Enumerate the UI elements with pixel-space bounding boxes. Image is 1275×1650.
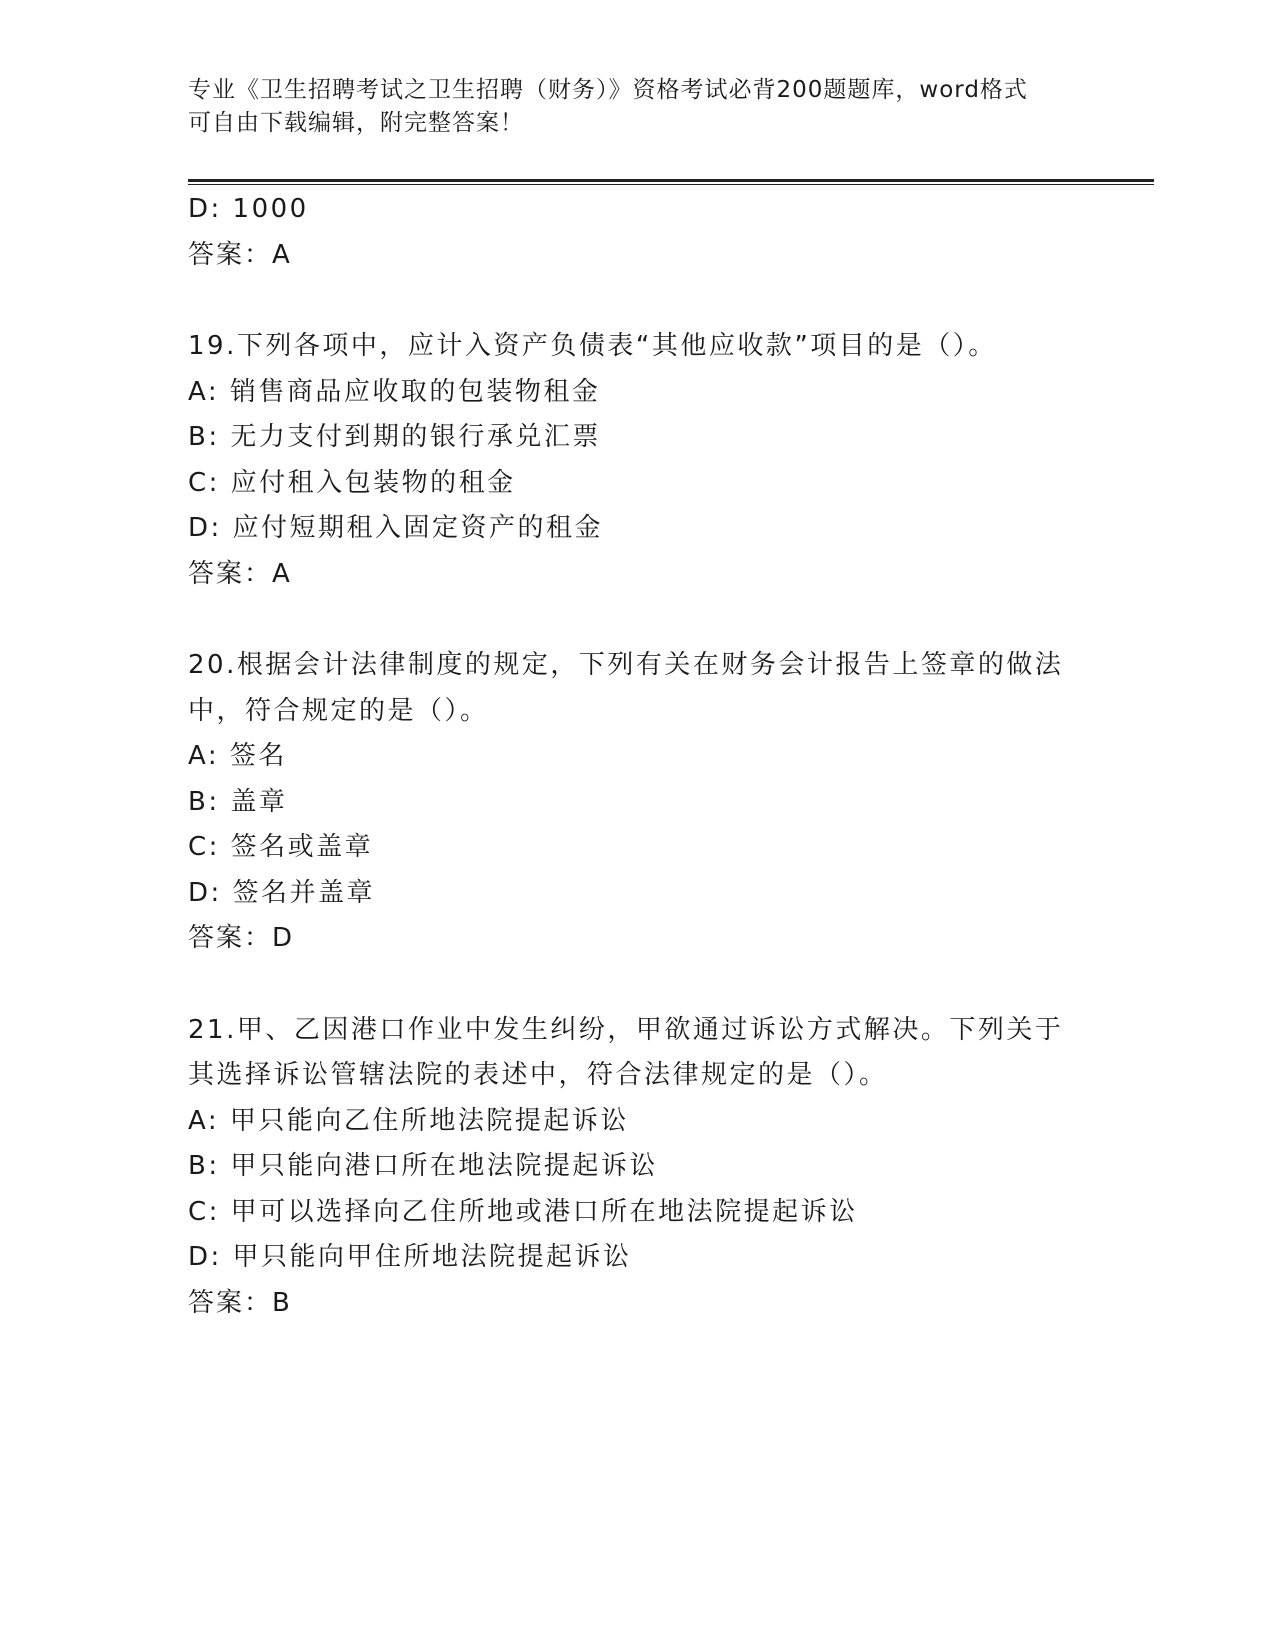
- question-stem-continued: 中，符合规定的是（）。: [188, 695, 489, 726]
- option-d: D: 1000: [188, 194, 309, 224]
- answer-line: 答案：D: [188, 923, 295, 953]
- header-divider: [188, 179, 1154, 185]
- spacer: [188, 278, 1088, 324]
- question-stem: 19.下列各项中，应计入资产负债表“其他应收款”项目的是（）。: [188, 331, 997, 361]
- option-b: B: 盖章: [188, 786, 288, 817]
- option-a: A: 销售商品应收取的包装物租金: [188, 376, 601, 407]
- question-20: [188, 643, 1088, 962]
- option-d: D: 签名并盖章: [188, 877, 376, 908]
- answer-line: 答案：A: [188, 558, 292, 589]
- question-stem: 20.根据会计法律制度的规定，下列有关在财务会计报告上签章的做法: [188, 650, 1064, 680]
- option-c: C: 应付租入包装物的租金: [188, 467, 516, 498]
- question-21: [188, 1008, 1088, 1327]
- option-a: A: 甲只能向乙住所地法院提起诉讼: [188, 1105, 629, 1136]
- option-c: C: 签名或盖章: [188, 832, 374, 862]
- option-b: B: 无力支付到期的银行承兑汇票: [188, 422, 601, 452]
- answer-line: 答案：A: [188, 239, 292, 270]
- question-stem-continued: 其选择诉讼管辖法院的表述中，符合法律规定的是（）。: [188, 1060, 888, 1090]
- document-body: [188, 187, 1088, 1326]
- option-a: A: 签名: [188, 741, 287, 771]
- header-line-1: 专业《卫生招聘考试之卫生招聘（财务）》资格考试必背200题题库，word格式: [188, 77, 1028, 103]
- page-header: [188, 74, 1068, 140]
- option-b: B: 甲只能向港口所在地法院提起诉讼: [188, 1151, 658, 1181]
- previous-question-tail: [188, 187, 1088, 278]
- question-19: [188, 324, 1088, 597]
- answer-line: 答案：B: [188, 1287, 292, 1318]
- spacer: [188, 597, 1088, 643]
- option-d: D: 甲只能向甲住所地法院提起诉讼: [188, 1242, 632, 1272]
- question-stem: 21.甲、乙因港口作业中发生纠纷，甲欲通过诉讼方式解决。下列关于: [188, 1014, 1064, 1045]
- option-c: C: 甲可以选择向乙住所地或港口所在地法院提起诉讼: [188, 1196, 858, 1227]
- option-d: D: 应付短期租入固定资产的租金: [188, 513, 604, 543]
- header-line-2: 可自由下载编辑，附完整答案！: [188, 110, 524, 136]
- spacer: [188, 962, 1088, 1008]
